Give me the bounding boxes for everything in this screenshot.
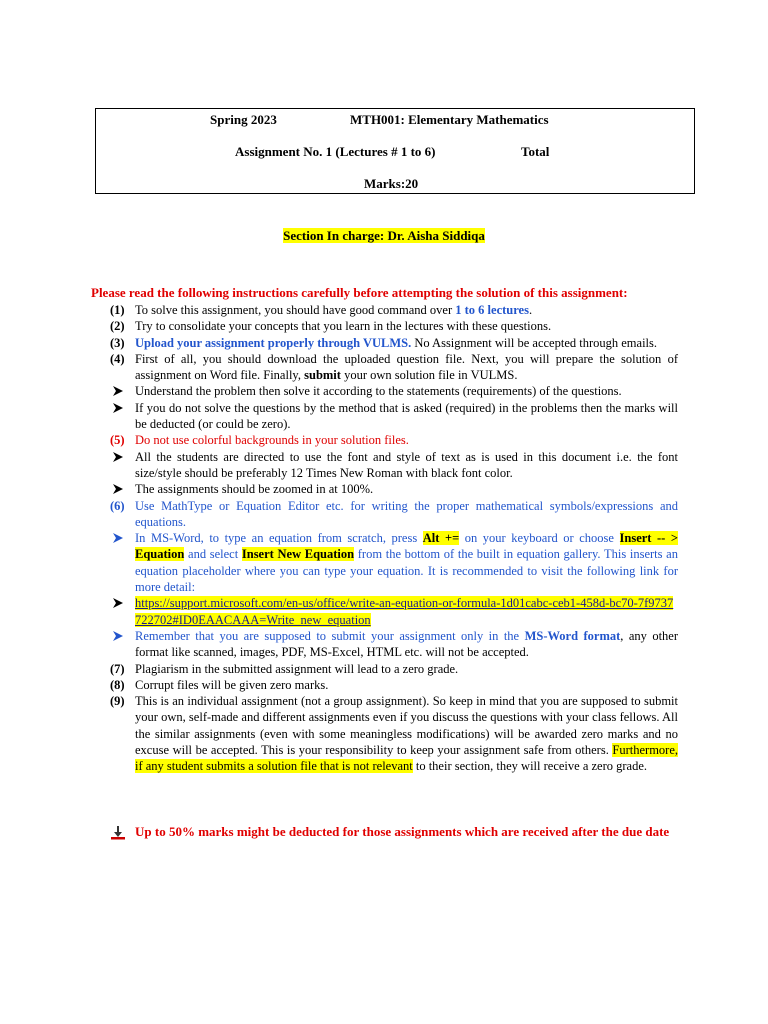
course-header-box [95, 108, 695, 194]
arrow-bullet-icon [111, 449, 127, 465]
item-number: (3) [110, 335, 125, 350]
list-item: (8) Corrupt files will be given zero marks. [110, 677, 329, 692]
total-label: Total [521, 144, 550, 159]
item-number: (2) [110, 319, 125, 334]
arrow-bullet-icon [111, 530, 127, 546]
item-number: (7) [110, 661, 125, 676]
list-item: The assignments should be zoomed in at 100%. [110, 481, 678, 497]
arrow-bullet-icon [111, 595, 127, 611]
item-number: (5) [110, 433, 125, 448]
list-item: If you do not solve the questions by the method that is asked (required) in the problems then the marks will be deducted (or could be zero). [110, 400, 678, 433]
upload-instruction: Upload your assignment properly through VULMS. [135, 335, 412, 350]
list-item: (3) Upload your assignment properly through VULMS. No Assignment will be accepted through emails. [110, 335, 658, 350]
list-item: (7) Plagiarism in the submitted assignment will lead to a zero grade. [110, 661, 459, 676]
list-item: (6) Use MathType or Equation Editor etc. for writing the proper mathematical symbols/expressions and equations. [110, 498, 678, 529]
list-item: (2) Try to consolidate your concepts that you learn in the lectures with these questions. [110, 319, 552, 334]
marks-label: Marks:20 [364, 176, 419, 191]
equation-help-link[interactable]: https://support.microsoft.com/en-us/office/write-an-equation-or-formula-1d01cabc-ceb1-458d-bc70-7f9737722702#ID0EAACAAA=Write_new_equation [135, 596, 674, 627]
arrow-bullet-icon [111, 628, 127, 644]
alt-equals-shortcut: Alt += [422, 531, 460, 546]
list-item: (5) Do not use colorful backgrounds in your solution files. [110, 433, 409, 448]
list-item [110, 595, 678, 628]
item-number: (8) [110, 677, 125, 692]
arrow-bullet-icon [111, 400, 127, 416]
relevance-warning: Furthermore, if any student submits a solution file that is not relevant [135, 743, 678, 774]
insert-equation-menu: Insert -- > Equation [135, 531, 679, 562]
instructions-title: Please read the following instructions carefully before attempting the solution of this assignment: [91, 285, 628, 300]
late-submission-note [110, 824, 678, 840]
item-number: (6) [110, 498, 125, 513]
list-item: Remember that you are supposed to submit your assignment only in the MS-Word format, any other format like scanned, images, PDF, MS-Excel, HTML etc. will not be accepted. [110, 628, 678, 661]
ms-word-format: MS-Word format [524, 628, 621, 643]
arrow-down-bullet-icon [110, 826, 126, 840]
list-item: (9) This is an individual assignment (not a group assignment). So keep in mind that you are supposed to submit your own, self-made and different assignments even if you discuss the questions with your class fellows. All the similar assignments (even with some meaningless modifications) will be awarded zero marks and no excuse will be accepted. This is your responsibility to keep your assignment safe from others. Furthermore, if any student submits a solution file that is not relevant to their section, they will receive a zero grade. [110, 694, 678, 774]
list-item: All the students are directed to use the font and style of text as is used in this document i.e. the font size/style should be preferably 12 Times New Roman with black font color. [110, 449, 678, 482]
arrow-bullet-icon [111, 383, 127, 399]
assignment-title: Assignment No. 1 (Lectures # 1 to 6) [235, 144, 436, 159]
section-in-charge-text: Section In charge: Dr. Aisha Siddiqa [283, 228, 485, 243]
late-note-text: Up to 50% marks might be deducted for those assignments which are received after the due date [135, 824, 670, 839]
course-title: MTH001: Elementary Mathematics [350, 112, 549, 127]
insert-new-equation-label: Insert New Equation [241, 547, 355, 562]
list-item: Understand the problem then solve it according to the statements (requirements) of the questions. [110, 383, 678, 399]
item-number: (4) [110, 351, 125, 366]
instructions-list [110, 302, 678, 775]
arrow-bullet-icon [111, 481, 127, 497]
list-item: In MS-Word, to type an equation from scratch, press Alt += on your keyboard or choose Insert -- > Equation and select Insert New Equation from the bottom of the built in equation gallery. This inserts an equation placeholder where you can type your equation. It is recommended to visit the following link for more detail: [110, 530, 678, 595]
section-in-charge [0, 228, 768, 244]
list-item: (4) First of all, you should download the uploaded question file. Next, you will prepare the solution of assignment on Word file. Finally, submit your own solution file in VULMS. [110, 351, 678, 383]
list-item: (1) To solve this assignment, you should have good command over 1 to 6 lectures. [110, 303, 533, 317]
semester-label: Spring 2023 [210, 112, 277, 127]
item-number: (1) [110, 303, 125, 317]
item-number: (9) [110, 694, 125, 709]
lectures-range: 1 to 6 lectures [455, 303, 529, 317]
